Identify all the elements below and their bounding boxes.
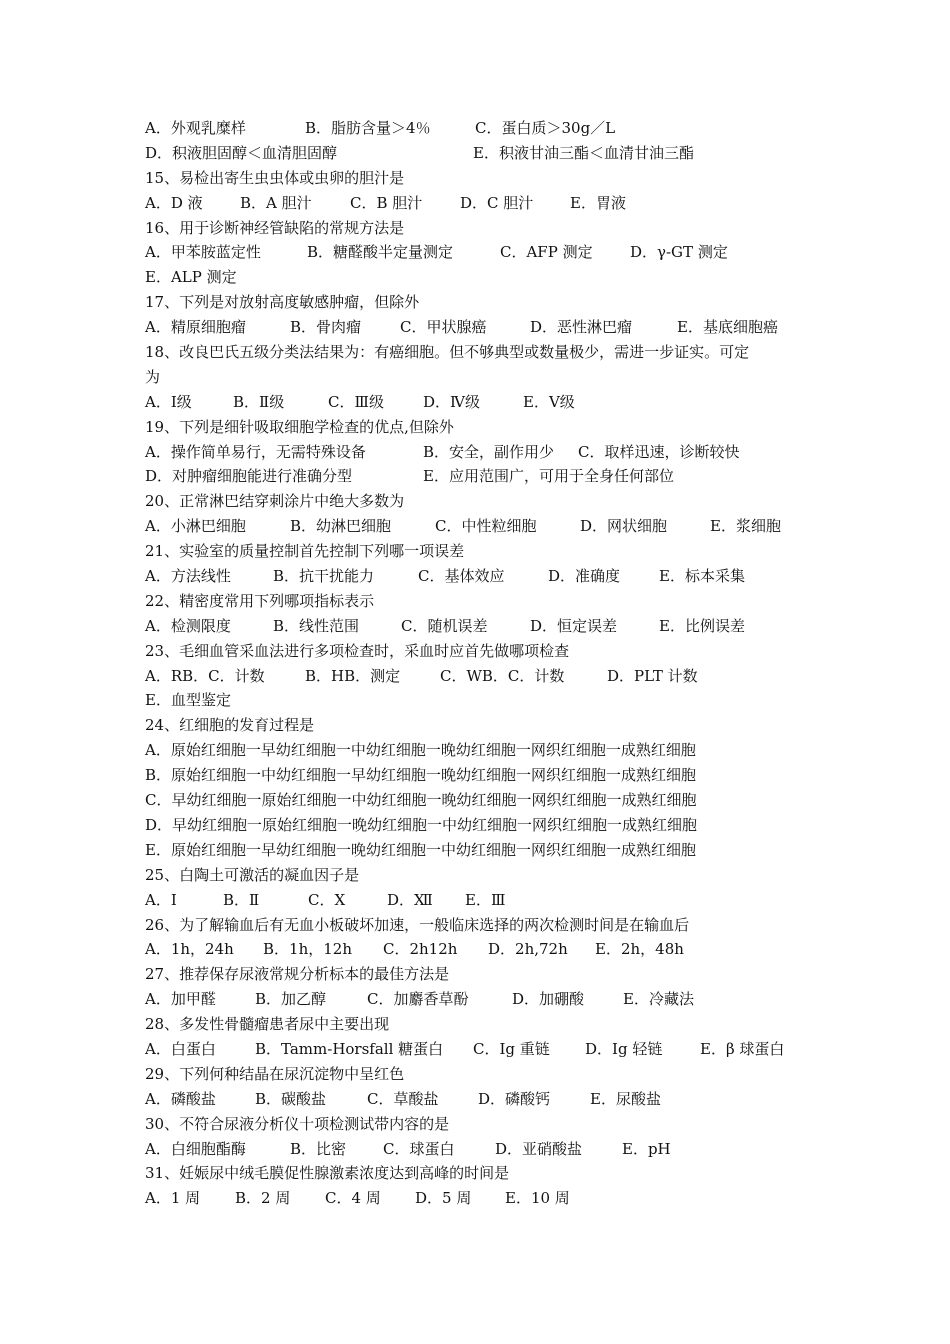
- options-line: [145, 141, 815, 166]
- option-text: B．Ⅱ级: [233, 392, 285, 411]
- question-line: 27、推荐保存尿液常规分析标本的最佳方法是: [145, 965, 450, 984]
- options-line: [145, 1037, 815, 1062]
- option-text: D．γ-GT 测定: [630, 243, 728, 262]
- question-line: 18、改良巴氏五级分类法结果为：有癌细胞。但不够典型或数量极少，需进一步证实。可定: [145, 343, 750, 362]
- question-line: 25、白陶土可激活的凝血因子是: [145, 865, 360, 884]
- option-text: A．小淋巴细胞: [145, 517, 246, 536]
- option-text: E．pH: [622, 1139, 671, 1158]
- option-text: C．Ⅲ级: [328, 392, 384, 411]
- question-line: D．早幼红细胞一原始红细胞一晚幼红细胞一中幼红细胞一网织红细胞一成熟红细胞: [145, 815, 698, 834]
- option-text: B．2 周: [235, 1189, 291, 1208]
- option-text: D．磷酸钙: [478, 1089, 551, 1108]
- option-text: E．应用范围广，可用于全身任何部位: [423, 467, 674, 486]
- option-text: D．5 周: [415, 1189, 472, 1208]
- option-text: C．B 胆汁: [350, 193, 423, 212]
- question-line: 26、为了解输血后有无血小板破坏加速，一般临床选择的两次检测时间是在输血后: [145, 915, 690, 934]
- question-line: 16、用于诊断神经管缺陷的常规方法是: [145, 218, 405, 237]
- option-text: C．4 周: [325, 1189, 381, 1208]
- options-line: [145, 514, 815, 539]
- option-text: E．Ⅴ级: [523, 392, 575, 411]
- options-line: [145, 390, 815, 415]
- option-text: A．精原细胞瘤: [145, 318, 246, 337]
- option-text: A．1 周: [145, 1189, 201, 1208]
- option-text: C．基体效应: [418, 567, 505, 586]
- option-text: D．网状细胞: [580, 517, 668, 536]
- option-text: C．加麝香草酚: [367, 990, 469, 1009]
- option-text: C．甲状腺癌: [400, 318, 487, 337]
- option-text: B．Ⅱ: [223, 890, 260, 909]
- option-text: C．中性粒细胞: [435, 517, 537, 536]
- option-text: A．检测限度: [145, 616, 231, 635]
- option-text: C．Ⅹ: [308, 890, 346, 909]
- option-text: B．幼淋巴细胞: [290, 517, 392, 536]
- options-line: [145, 888, 815, 913]
- options-line: [145, 191, 815, 216]
- option-text: A．白细胞酯酶: [145, 1139, 246, 1158]
- options-line: [145, 315, 815, 340]
- options-line: [145, 240, 815, 265]
- option-text: D．2h,72h: [488, 940, 568, 959]
- exam-content: [145, 116, 815, 1211]
- option-text: E．胃液: [570, 193, 626, 212]
- option-text: A．Ⅰ: [145, 890, 177, 909]
- question-line: 为: [145, 367, 161, 386]
- option-text: B．Tamm-Horsfall 糖蛋白: [255, 1039, 444, 1058]
- question-line: C．早幼红细胞一原始红细胞一中幼红细胞一晚幼红细胞一网织红细胞一成熟红细胞: [145, 791, 697, 810]
- option-text: A．加甲醛: [145, 990, 216, 1009]
- option-text: C．WB．C．计数: [440, 666, 565, 685]
- question-line: 28、多发性骨髓瘤患者尿中主要出现: [145, 1015, 390, 1034]
- options-line: [145, 1137, 815, 1162]
- option-text: B．安全，副作用少: [423, 442, 555, 461]
- options-line: [145, 464, 815, 489]
- options-line: [145, 440, 815, 465]
- option-text: E．比例误差: [659, 616, 745, 635]
- option-text: E．浆细胞: [710, 517, 781, 536]
- option-text: B．HB．测定: [305, 666, 401, 685]
- option-text: B．比密: [290, 1139, 347, 1158]
- option-text: C．随机误差: [401, 616, 488, 635]
- question-line: E．血型鉴定: [145, 691, 231, 710]
- question-line: A．原始红细胞一早幼红细胞一中幼红细胞一晚幼红细胞一网织红细胞一成熟红细胞: [145, 741, 696, 760]
- option-text: C．取样迅速，诊断较快: [578, 442, 740, 461]
- question-line: 15、易检出寄生虫虫体或虫卵的胆汁是: [145, 168, 405, 187]
- option-text: E．积液甘油三酯＜血清甘油三酯: [473, 143, 694, 162]
- option-text: B．脂肪含量＞4％: [305, 119, 431, 137]
- options-line: [145, 116, 815, 141]
- option-text: A．方法线性: [145, 567, 231, 586]
- options-line: [145, 1186, 815, 1211]
- question-line: E．ALP 测定: [145, 268, 237, 287]
- question-line: 29、下列何种结晶在尿沉淀物中呈红色: [145, 1064, 405, 1083]
- option-text: C．AFP 测定: [500, 243, 593, 262]
- option-text: B．抗干扰能力: [273, 567, 375, 586]
- option-text: A．Ⅰ级: [145, 392, 192, 411]
- option-text: A．RB．C．计数: [145, 666, 265, 685]
- option-text: C．球蛋白: [383, 1139, 455, 1158]
- question-line: 23、毛细血管采血法进行多项检查时，采血时应首先做哪项检查: [145, 641, 570, 660]
- option-text: E．Ⅲ: [465, 890, 506, 909]
- question-line: 19、下列是细针吸取细胞学检查的优点,但除外: [145, 417, 454, 436]
- option-text: D．PLT 计数: [607, 666, 698, 685]
- option-text: B．1h，12h: [263, 940, 352, 959]
- option-text: A．磷酸盐: [145, 1089, 216, 1108]
- option-text: E．冷藏法: [623, 990, 694, 1009]
- option-text: D．恒定误差: [530, 616, 618, 635]
- question-line: B．原始红细胞一中幼红细胞一早幼红细胞一晚幼红细胞一网织红细胞一成熟红细胞: [145, 766, 697, 785]
- option-text: D．Ig 轻链: [585, 1039, 663, 1058]
- option-text: A．外观乳糜样: [145, 119, 246, 137]
- option-text: C．蛋白质＞30g／L: [475, 119, 616, 137]
- options-line: [145, 564, 815, 589]
- option-text: A．白蛋白: [145, 1039, 216, 1058]
- option-text: C．草酸盐: [367, 1089, 439, 1108]
- options-line: [145, 937, 815, 962]
- options-line: [145, 987, 815, 1012]
- question-line: 30、不符合尿液分析仪十项检测试带内容的是: [145, 1114, 450, 1133]
- option-text: B．糖醛酸半定量测定: [307, 243, 454, 262]
- question-line: 31、妊娠尿中绒毛膜促性腺激素浓度达到高峰的时间是: [145, 1164, 510, 1183]
- option-text: A．1h，24h: [145, 940, 234, 959]
- option-text: D．亚硝酸盐: [495, 1139, 583, 1158]
- option-text: B．骨肉瘤: [290, 318, 362, 337]
- option-text: E．标本采集: [659, 567, 745, 586]
- option-text: B．碳酸盐: [255, 1089, 327, 1108]
- option-text: D．C 胆汁: [460, 193, 534, 212]
- option-text: E．β 球蛋白: [700, 1039, 785, 1058]
- option-text: C．2h12h: [383, 940, 458, 959]
- options-line: [145, 1087, 815, 1112]
- question-line: 21、实验室的质量控制首先控制下列哪一项误差: [145, 542, 465, 561]
- option-text: E．尿酸盐: [590, 1089, 661, 1108]
- question-line: 17、下列是对放射高度敏感肿瘤，但除外: [145, 293, 420, 312]
- option-text: A．甲苯胺蓝定性: [145, 243, 261, 262]
- option-text: D．加硼酸: [512, 990, 585, 1009]
- options-line: [145, 664, 815, 689]
- option-text: A．D 液: [145, 193, 203, 212]
- option-text: D．对肿瘤细胞能进行准确分型: [145, 467, 353, 486]
- option-text: D．恶性淋巴瘤: [530, 318, 633, 337]
- option-text: D．Ⅳ级: [423, 392, 481, 411]
- option-text: B．A 胆汁: [240, 193, 312, 212]
- option-text: A．操作简单易行，无需特殊设备: [145, 442, 366, 461]
- option-text: B．加乙醇: [255, 990, 327, 1009]
- option-text: D．Ⅻ: [387, 890, 433, 909]
- question-line: E．原始红细胞一早幼红细胞一晚幼红细胞一中幼红细胞一网织红细胞一成熟红细胞: [145, 840, 696, 859]
- option-text: E．2h，48h: [595, 940, 684, 959]
- question-line: 24、红细胞的发育过程是: [145, 716, 315, 735]
- question-line: 20、正常淋巴结穿刺涂片中绝大多数为: [145, 492, 405, 511]
- option-text: E．基底细胞癌: [677, 318, 778, 337]
- options-line: [145, 614, 815, 639]
- option-text: B．线性范围: [273, 616, 360, 635]
- question-line: 22、精密度常用下列哪项指标表示: [145, 591, 375, 610]
- option-text: C．Ig 重链: [473, 1039, 550, 1058]
- option-text: E．10 周: [505, 1189, 570, 1208]
- option-text: D．积液胆固醇＜血清胆固醇: [145, 143, 338, 162]
- option-text: D．准确度: [548, 567, 621, 586]
